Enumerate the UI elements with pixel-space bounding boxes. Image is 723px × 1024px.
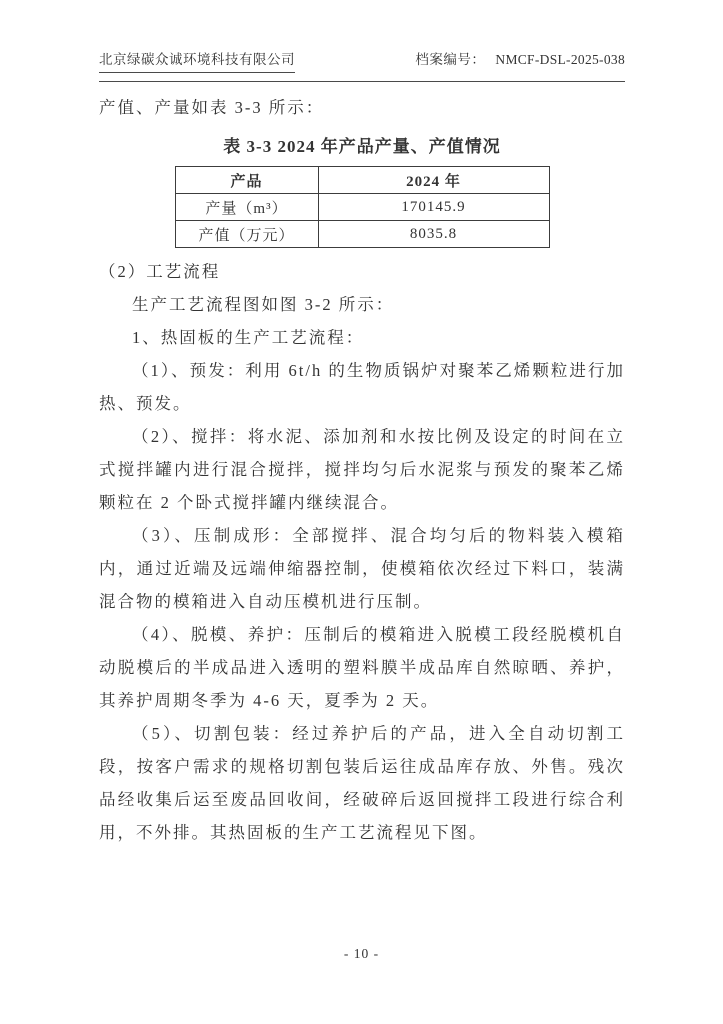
table-row	[175, 194, 549, 221]
table-row	[175, 221, 549, 248]
page-number: - 10 -	[343, 946, 380, 961]
production-table	[175, 166, 550, 248]
table-header-year: 2024 年	[318, 167, 549, 194]
paragraph-step-5: （5）、切割包装：经过养护后的产品，进入全自动切割工段，按客户需求的规格切割包装后运往成品库存放、外售。残次品经收集后运至废品回收间，经破碎后返回搅拌工段进行综合利用，不外排。其热固板的生产工艺流程见下图。	[99, 724, 625, 842]
page-content	[99, 0, 625, 849]
row-value: 170145.9	[318, 194, 549, 221]
paragraph-flow-figure-ref: 生产工艺流程图如图 3-2 所示：	[132, 295, 395, 314]
table-header-product: 产品	[175, 167, 318, 194]
archive-number: NMCF-DSL-2025-038	[495, 52, 625, 67]
page-header	[99, 50, 625, 82]
paragraph-process-heading: （2）工艺流程	[99, 262, 221, 281]
paragraph-step-3: （3）、压制成形：全部搅拌、混合均匀后的物料装入模箱内，通过近端及远端伸缩器控制，使模箱依次经过下料口，装满混合物的模箱进入自动压模机进行压制。	[99, 526, 625, 611]
row-label: 产量（m³）	[175, 194, 318, 221]
table-title: 表 3-3 2024 年产品产量、产值情况	[223, 137, 501, 156]
row-label: 产值（万元）	[175, 221, 318, 248]
archive-number-field	[415, 50, 625, 70]
company-name: 北京绿碳众诚环境科技有限公司	[99, 50, 295, 73]
intro-paragraph: 产值、产量如表 3-3 所示：	[99, 98, 325, 117]
table-header-row	[175, 167, 549, 194]
paragraph-step-1: （1）、预发：利用 6t/h 的生物质锅炉对聚苯乙烯颗粒进行加热、预发。	[99, 361, 625, 413]
body-paragraphs	[99, 255, 625, 849]
paragraph-step-2: （2）、搅拌：将水泥、添加剂和水按比例及设定的时间在立式搅拌罐内进行混合搅拌，搅拌均匀后水泥浆与预发的聚苯乙烯颗粒在 2 个卧式搅拌罐内继续混合。	[99, 427, 625, 512]
paragraph-step-4: （4）、脱模、养护：压制后的模箱进入脱模工段经脱模机自动脱模后的半成品进入透明的塑料膜半成品库自然晾晒、养护，其养护周期冬季为 4-6 天，夏季为 2 天。	[99, 625, 625, 710]
archive-label: 档案编号：	[415, 52, 486, 67]
paragraph-process-list-intro: 1、热固板的生产工艺流程：	[132, 328, 365, 347]
row-value: 8035.8	[318, 221, 549, 248]
